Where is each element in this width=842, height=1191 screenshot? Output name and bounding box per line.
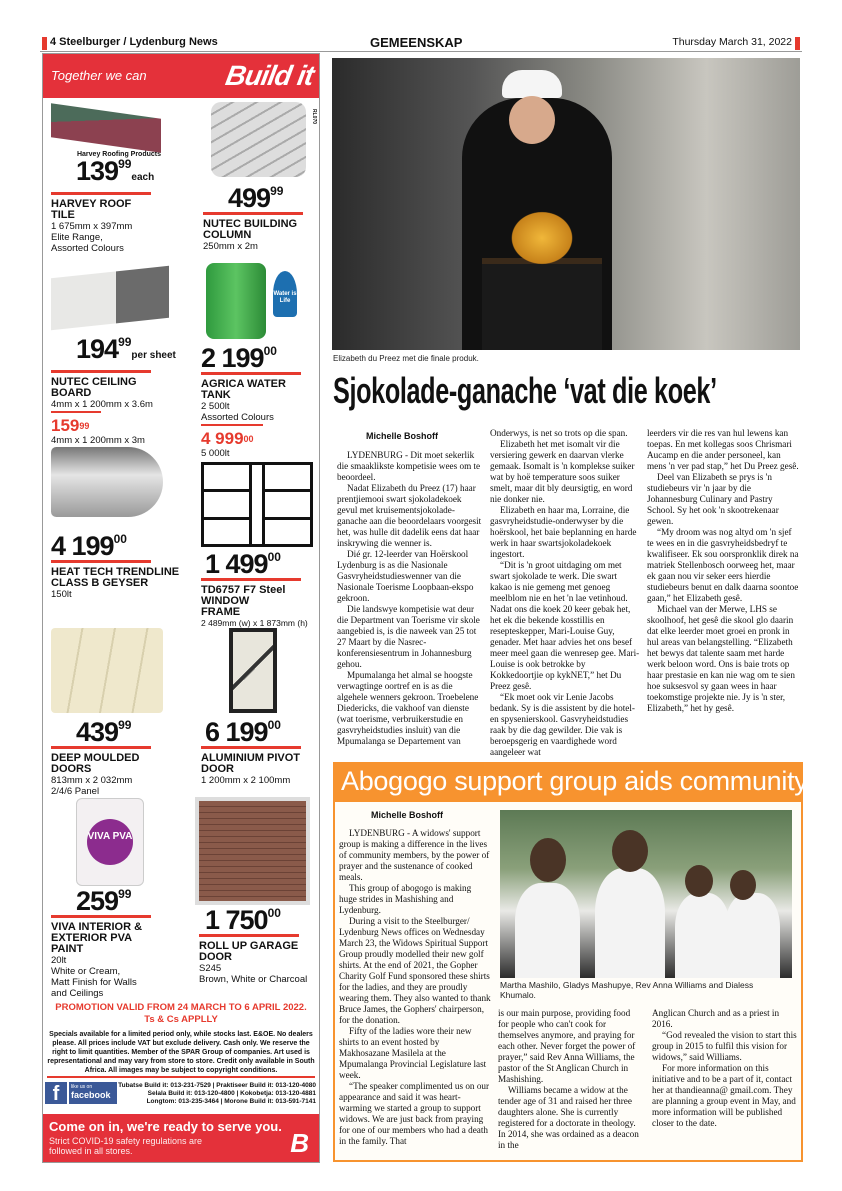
divider bbox=[201, 424, 263, 426]
article-column-1 bbox=[337, 450, 484, 747]
issue-date: Thursday March 31, 2022 bbox=[672, 36, 792, 48]
paragraph: LYDENBURG - Dit moet sekerlik die smaaklikste kompetisie wees om te beoordeel. bbox=[337, 450, 481, 482]
paragraph: leerders vir die res van hul lewens kan toepas. En met kollegas soos Chrismari Aucamp en die ander personeel, kan mens 'n ver pad stap,” het Du Preez gesê. bbox=[647, 428, 799, 471]
product-detail: Brown, White or Charcoal bbox=[199, 974, 308, 985]
water-tank-image bbox=[206, 263, 266, 339]
price-underline bbox=[51, 370, 151, 373]
article-headline: Sjokolade-ganache ‘vat die koek’ bbox=[333, 370, 717, 411]
facebook-like-text: like us on bbox=[71, 1084, 93, 1090]
person bbox=[675, 893, 730, 978]
paragraph: Anglican Church and as a priest in 2016. bbox=[652, 1008, 780, 1029]
paragraph: is our main purpose, providing food for people who can't cook for themselves anymore, and praying for each other. Never forget the power of prayer,” said Rev Anna Williams, the pastor of the St Anglican Church in Mashishing. bbox=[498, 1008, 636, 1084]
pivot-door-image bbox=[229, 628, 277, 713]
store-contact-line: Tubatse Build it: 013-231-7529 | Praktiseer Build it: 013-120-4080 bbox=[118, 1082, 316, 1089]
product-name: ROLL UP GARAGE DOOR bbox=[199, 940, 299, 963]
product-detail: 1 200mm x 2 100mm bbox=[201, 775, 291, 786]
ceiling-board-image bbox=[51, 266, 169, 330]
price-underline bbox=[51, 192, 151, 195]
column-image bbox=[211, 102, 306, 177]
advert-tagline: Together we can bbox=[51, 68, 147, 83]
product-detail: Assorted Colours bbox=[51, 243, 124, 254]
geyser-image bbox=[51, 447, 163, 517]
product-name: NUTEC BUILDING COLUMN bbox=[203, 218, 298, 241]
product-detail: Elite Range, bbox=[51, 232, 103, 243]
store-contacts bbox=[118, 1082, 316, 1106]
viva-pva-label: VIVA PVA bbox=[87, 819, 133, 865]
product-moulded-doors bbox=[51, 628, 171, 797]
paint-bucket-image bbox=[76, 798, 144, 886]
price: 194 bbox=[76, 334, 119, 364]
product-name: HARVEY ROOF TILE bbox=[51, 198, 132, 221]
price-cents: 00 bbox=[267, 550, 281, 564]
alt-detail: 5 000lt bbox=[201, 448, 230, 459]
isomalt-decoration bbox=[507, 208, 577, 268]
paragraph: Onderwys, is net so trots op die span. bbox=[490, 428, 628, 438]
paragraph: Dié gr. 12-leerder van Hoërskool Lydenburg is as die Nasionale Gasvryheidstudieswenner van die Nasionale Toerisme Loopbaan-ekspo gekroon. bbox=[337, 549, 474, 603]
paragraph: “My droom was nog altyd om 'n sjef te wees en in die gasvryheidsbedryf te kwalifiseer. Ek sou oorspronklik direk na matriek Stellenbosch oorweeg het, maar ek gaan nou vir seker eers hierdie studiebeurs benut en dalk daarna soontoe gaan,” het Elizabeth gesê. bbox=[647, 527, 799, 603]
price: 1 750 bbox=[205, 905, 268, 935]
section-title: GEMEENSKAP bbox=[370, 35, 463, 50]
price-cents: 99 bbox=[270, 184, 284, 198]
fine-print: Specials available for a limited period only, while stocks last. E&OE. No dealers please. All prices include VAT but exclude delivery. Cash only. We reserve the right to limit quantities. Member of the SPAR Group of companies. Art used is representational and may vary from store to store. Credit only available in South Africa. All images may be subject to copyright conditions. bbox=[47, 1031, 315, 1074]
paragraph: For more information on this initiative and to be a part of it, contact her at thandieanna@ gmail.com. They are planning a group event in May, and more information will be published closer to the date. bbox=[652, 1063, 796, 1128]
person-head bbox=[685, 865, 713, 897]
page-accent-right bbox=[795, 37, 800, 50]
product-harvey-roof-tile bbox=[51, 109, 176, 254]
product-name: NUTEC CEILING BOARD bbox=[51, 376, 137, 399]
product-detail: 20lt bbox=[51, 955, 67, 966]
facebook-label: facebook bbox=[71, 1090, 111, 1100]
paragraph: Elizabeth en haar ma, Lorraine, die gasvryheidstudie-onderwyser by die hoërskool, het baie beplanning en harde werk in haar swartsjokoladekoek ingestort. bbox=[490, 505, 637, 559]
page-accent bbox=[42, 37, 47, 50]
price: 259 bbox=[76, 886, 119, 916]
product-pivot-door bbox=[201, 628, 321, 786]
price-cents: 00 bbox=[113, 532, 127, 546]
product-detail: 2 489mm (w) x 1 873mm (h) bbox=[201, 618, 308, 628]
paragraph: LYDENBURG - A widows' support group is making a difference in the lives of community members, by the power of prayer and the sustenance of cooked meals. bbox=[339, 828, 490, 882]
photo-caption: Elizabeth du Preez met die finale produk. bbox=[333, 354, 479, 363]
person bbox=[725, 893, 780, 978]
facebook-icon: f bbox=[45, 1082, 67, 1104]
person-head bbox=[730, 870, 756, 900]
paragraph: Die landswye kompetisie wat deur die Department van Toerisme vir skole aangebied is, is die naweek van 25 tot 27 Maart by die Nasrec-konferensiesentrum in Johannesburg gehou. bbox=[337, 604, 480, 669]
product-name: HEAT TECH TRENDLINE CLASS B GEYSER bbox=[51, 566, 180, 589]
paragraph: “God revealed the vision to start this group in 2015 to fulfil this vision for widows,” said Williams. bbox=[652, 1030, 797, 1062]
abogogo-article bbox=[333, 762, 808, 1162]
product-name: DEEP MOULDED DOORS bbox=[51, 752, 140, 775]
article-column-1 bbox=[339, 828, 491, 1147]
article-column-2 bbox=[498, 1008, 643, 1151]
price: 4 199 bbox=[51, 531, 114, 561]
price-cents: 00 bbox=[267, 906, 281, 920]
product-nutec-column bbox=[203, 102, 318, 252]
person-head bbox=[612, 830, 648, 872]
product-detail: Assorted Colours bbox=[201, 412, 274, 423]
alt-price-cents: 99 bbox=[79, 421, 90, 431]
person bbox=[595, 868, 665, 978]
alt-detail: 4mm x 1 200mm x 3m bbox=[51, 435, 145, 446]
store-contact-line: Longtom: 013-235-3464 | Morone Build it: 013-591-7141 bbox=[146, 1098, 316, 1105]
article-headline: Abogogo support group aids community bbox=[335, 764, 801, 802]
chef-face bbox=[509, 96, 555, 144]
price-cents: 00 bbox=[267, 718, 281, 732]
store-contact-line: Selala Build it: 013-120-4800 | Kokobetja: 013-120-4881 bbox=[147, 1090, 316, 1097]
window-frame-image bbox=[201, 462, 313, 547]
serve-banner bbox=[43, 1114, 319, 1162]
product-detail: 150lt bbox=[51, 589, 72, 600]
paragraph: Mpumalanga het almal se hoogste verwagtinge oortref en is as die algehele wenners gekroon. Troebelene Diedericks, die vakhoof van dienste (wat toerisme, verbruikerstudie en gasvryheidstudies insluit) van die Mpumalanga se Departement van bbox=[337, 670, 479, 746]
doors-image bbox=[51, 628, 163, 713]
paragraph: Williams became a widow at the tender age of 31 and raised her three daughters alone. She is currently registered for a doctorate in theology. In 2014, she was ordained as a deacon in the bbox=[498, 1085, 639, 1150]
chef-photo bbox=[332, 58, 800, 350]
article-column-3 bbox=[652, 1008, 797, 1129]
product-name: ALUMINIUM PIVOT DOOR bbox=[201, 752, 300, 775]
article-byline: Michelle Boshoff bbox=[371, 810, 444, 820]
widows-group-photo bbox=[500, 810, 792, 978]
paragraph: Elizabeth het met isomalt vir die versiering gewerk en daarvan vlerke gemaak. Isomalt is 'n komplekse suiker wat by hoë temperature soos suiker smelt, maar dit bly deursigtig, en word nie donker nie. bbox=[490, 439, 635, 504]
price-cents: 99 bbox=[118, 887, 132, 901]
paragraph: “Ek moet ook vir Lenie Jacobs bedank. Sy is die assistent by die hotel- en spysenierskool. Gasvryheidstudies raak by die dag gewilder. Die vak is beroepsgerig en vaardighede word aangeleer wat bbox=[490, 692, 635, 757]
paragraph: Michael van der Merwe, LHS se skoolhoof, het gesê die skool glo daarin dat elke leerder moet groei en pronk in hul areas van belangstelling. “Elizabeth het bewys dat talente saam met harde werk beloon word. Ons is baie trots op haar prestasie en kan nie wag om te sien hoe suksesvol sy gaan wees in haar toekomstige projekte nie. Jy is 'n ster, Elizabeth,” het hy gesê. bbox=[647, 604, 795, 713]
price: 6 199 bbox=[205, 717, 268, 747]
advert-banner bbox=[43, 54, 319, 98]
person bbox=[515, 883, 580, 978]
product-geyser bbox=[51, 447, 181, 600]
price-unit: each bbox=[131, 172, 155, 183]
photo-caption: Martha Mashilo, Gladys Mashupye, Rev Anna Williams and Dialess Khumalo. bbox=[500, 980, 754, 1000]
product-detail: S245 bbox=[199, 963, 222, 974]
advert-code: RL070 bbox=[311, 109, 317, 125]
product-name: AGRICA WATER TANK bbox=[201, 378, 286, 401]
product-detail: 250mm x 2m bbox=[203, 241, 258, 252]
paragraph: During a visit to the Steelburger/ Lydenburg News offices on Wednesday March 23, the Widows Spiritual Support Group proudly modelled their new golf shirts. At the end of 2021, the Gopher Charity Golf Fund sponsored these shirts for the ladies, and they are proudly wearing them. They also wanted to thank Bruce James, the Gophers' chairperson, for the donation. bbox=[339, 916, 491, 1025]
serve-subtitle: Strict COVID-19 safety regulations are followed in all stores. bbox=[49, 1136, 203, 1156]
product-window-frame bbox=[201, 462, 321, 629]
buildit-logo: Build it bbox=[223, 60, 316, 91]
buildit-b-logo-icon: B bbox=[290, 1128, 309, 1158]
chef-hat bbox=[502, 70, 562, 98]
price: 439 bbox=[76, 717, 119, 747]
header-rule bbox=[40, 51, 802, 52]
garage-door-image bbox=[195, 797, 310, 905]
price: 1 499 bbox=[205, 549, 268, 579]
paragraph: This group of abogogo is making huge strides in Mashishing and Lydenburg. bbox=[339, 883, 472, 915]
paragraph: Nadat Elizabeth du Preez (17) haar prentjiemooi swart sjokoladekoek gevul met kruisementsjokolade-ganache aan die beoordelaars voorgesit het, was hulle dit dadelik eens dat haar inskrywing die wenner is. bbox=[337, 483, 482, 548]
price-unit: per sheet bbox=[131, 350, 176, 361]
product-name: VIVA INTERIOR & EXTERIOR PVA PAINT bbox=[51, 921, 143, 955]
serve-title: Come on in, we're ready to serve you. bbox=[49, 1119, 282, 1134]
product-detail: 1 675mm x 397mm bbox=[51, 221, 133, 232]
promo-dates: PROMOTION VALID FROM 24 MARCH TO 6 APRIL 2022. bbox=[55, 1002, 307, 1013]
person-head bbox=[530, 838, 566, 882]
cake bbox=[482, 258, 602, 350]
terms-notice: Ts & Cs APPLLY bbox=[144, 1014, 218, 1025]
product-detail: 2/4/6 Panel bbox=[51, 786, 100, 797]
price-cents: 99 bbox=[118, 718, 132, 732]
paragraph: “Dit is 'n groot uitdaging om met swart sjokolade te werk. Die swart kakao is nie gemeng met genoeg meelblom nie en het 'n lae vetinhoud. Nadat ons die koek 20 keer gebak het, het ek die bekende kosstillis en resepteskepper, Mari-Louise Guy, genader. Met haar advies het ons besef meer meel gaan die wenresep gee. Mari-Louise is ook betrokke by Kokkedoortjie op kykNET,” het Du Preez gesê. bbox=[490, 560, 640, 691]
paragraph: Fifty of the ladies wore their new shirts to an event hosted by Makhosazane Masilela at the Mpumalanga Provincial Legislature last week. bbox=[339, 1026, 487, 1080]
article-column-2 bbox=[490, 428, 640, 758]
product-detail: 4mm x 1 200mm x 3.6m bbox=[51, 399, 153, 410]
price-cents: 99 bbox=[118, 157, 132, 171]
paragraph: “The speaker complimented us on our appearance and said it was heart-warming we started a group to support widows. We are just back from praying for one of our members who had a death in the family. That bbox=[339, 1081, 490, 1146]
product-garage-door bbox=[195, 797, 320, 985]
price: 499 bbox=[228, 183, 271, 213]
price-cents: 99 bbox=[118, 335, 132, 349]
facebook-link[interactable] bbox=[45, 1082, 117, 1104]
divider bbox=[47, 1076, 315, 1078]
article-byline: Michelle Boshoff bbox=[366, 431, 439, 441]
price: 139 bbox=[76, 156, 119, 186]
water-is-life-badge: Water is Life bbox=[273, 271, 297, 317]
buildit-advert bbox=[42, 53, 320, 1163]
page-number-publication: 4 Steelburger / Lydenburg News bbox=[50, 36, 218, 48]
brand-label: Harvey Roofing Products bbox=[76, 151, 161, 158]
price: 2 199 bbox=[201, 343, 264, 373]
product-detail: 2 500lt bbox=[201, 401, 230, 412]
product-name: TD6757 F7 Steel WINDOW FRAME bbox=[201, 584, 286, 618]
product-detail: White or Cream, Matt Finish for Walls and Ceilings bbox=[51, 966, 137, 999]
paragraph: Deel van Elizabeth se prys is 'n studiebeurs vir 'n jaar by die Johannesburg Culinary and Pastry School. Sy het ook 'n skootrekenaar gewen. bbox=[647, 472, 779, 526]
alt-price: 159 bbox=[51, 416, 80, 435]
divider bbox=[51, 411, 101, 413]
product-agrica-water-tank bbox=[201, 259, 319, 459]
promotion-notice bbox=[43, 1002, 319, 1026]
alt-price: 4 999 bbox=[201, 429, 244, 448]
price-cents: 00 bbox=[263, 344, 277, 358]
product-detail: 813mm x 2 032mm bbox=[51, 775, 133, 786]
product-nutec-ceiling-board bbox=[51, 272, 181, 446]
alt-price-cents: 00 bbox=[243, 434, 254, 444]
roof-tile-image bbox=[51, 103, 161, 152]
article-column-3 bbox=[647, 428, 800, 714]
product-viva-paint bbox=[51, 798, 171, 999]
